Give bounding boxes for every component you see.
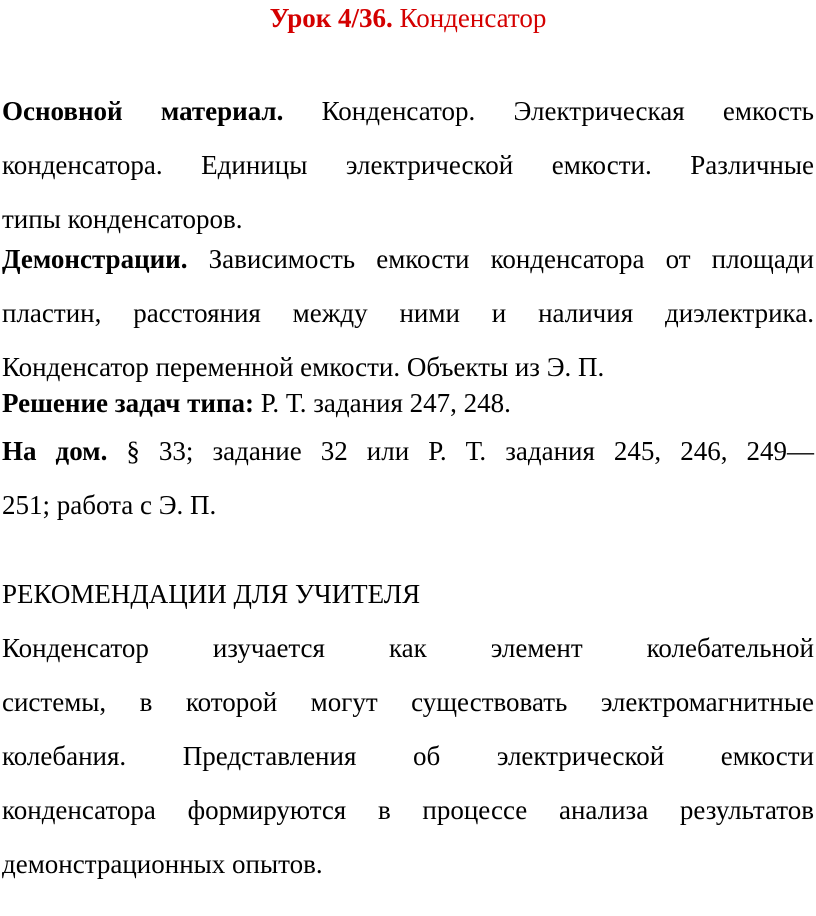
homework-section bbox=[2, 424, 814, 532]
main-material-text-1: Конденсатор. Электрическая емкость bbox=[321, 96, 814, 126]
main-material-line-1 bbox=[2, 84, 814, 138]
lesson-number: Урок 4/36. bbox=[269, 3, 393, 33]
tasks-section bbox=[2, 376, 814, 430]
lesson-title bbox=[0, 2, 816, 34]
homework-label: На дом. bbox=[2, 436, 108, 466]
tasks-label: Решение задач типа: bbox=[2, 388, 255, 418]
recommendations-line-2: системы, в которой могут существовать электромагнитные bbox=[2, 687, 814, 717]
demo-line-2: пластин, расстояния между ними и наличия диэлектрика. bbox=[2, 298, 814, 328]
recommendations-section bbox=[2, 567, 814, 891]
homework-line-2: 251; работа с Э. П. bbox=[2, 490, 217, 520]
tasks-text: Р. Т. задания 247, 248. bbox=[260, 388, 511, 418]
main-material-line-2: конденсатора. Единицы электрической емкости. Различные bbox=[2, 150, 814, 180]
recommendations-line-5: демонстрационных опытов. bbox=[2, 849, 323, 879]
demo-label: Демонстрации. bbox=[2, 244, 188, 274]
main-material-label: Основной материал. bbox=[2, 96, 284, 126]
demo-line-3: Конденсатор переменной емкости. Объекты из Э. П. bbox=[2, 352, 605, 382]
lesson-topic: Конденсатор bbox=[399, 3, 547, 33]
demo-text-1: Зависимость емкости конденсатора от площади bbox=[208, 244, 815, 274]
tasks-line bbox=[2, 376, 814, 430]
main-material-line-3: типы конденсаторов. bbox=[2, 204, 243, 234]
homework-line-1 bbox=[2, 424, 814, 478]
main-material-section bbox=[2, 84, 814, 246]
recommendations-line-3: колебания. Представления об электрической емкости bbox=[2, 741, 814, 771]
homework-text-1: § 33; задание 32 или Р. Т. задания 245, 246, 249— bbox=[126, 436, 814, 466]
recommendations-line-1: Конденсатор изучается как элемент колебательной bbox=[2, 633, 814, 663]
recommendations-heading: РЕКОМЕНДАЦИИ ДЛЯ УЧИТЕЛЯ bbox=[2, 579, 421, 609]
demonstrations-section bbox=[2, 232, 814, 394]
demo-line-1 bbox=[2, 232, 814, 286]
recommendations-line-4: конденсатора формируются в процессе анализа результатов bbox=[2, 795, 814, 825]
